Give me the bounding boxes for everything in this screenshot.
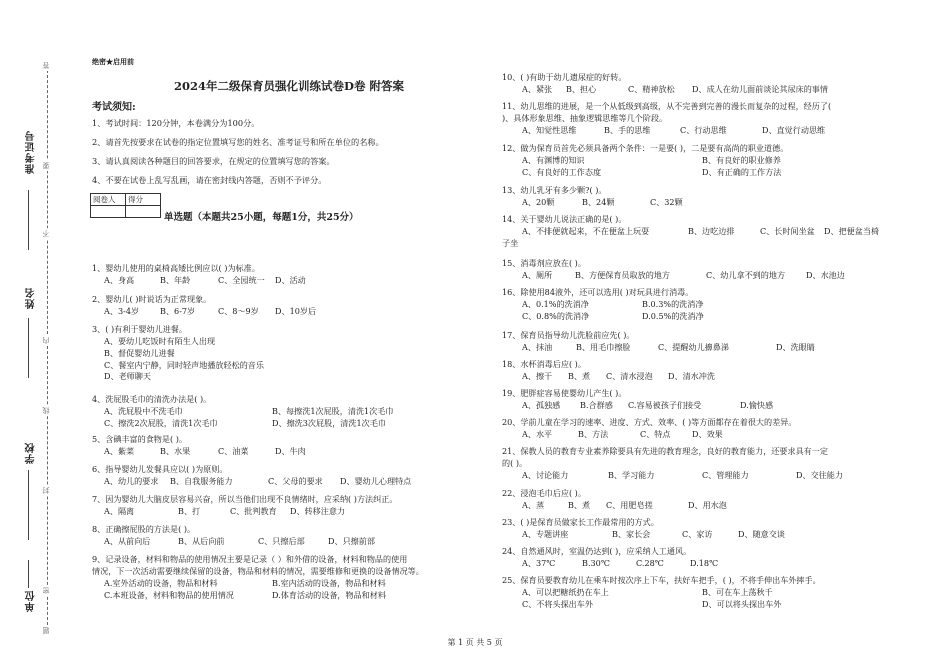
question-text: 23、( )是保育员做家长工作最常用的方式。 xyxy=(502,517,659,527)
answer-option[interactable]: A、不排便就起来，不在便盆上玩耍 xyxy=(522,226,650,236)
question-text: 20、学前儿童在学习的速率、进度、方式、效率、( )等方面都存在着很大的差异。 xyxy=(502,417,797,427)
question-text: 4、洗屁股毛巾的清洗办法是( )。 xyxy=(92,394,212,404)
answer-option[interactable]: C、8～9岁 xyxy=(218,306,259,316)
answer-option[interactable]: D、10岁后 xyxy=(275,306,317,316)
question-text: 17、保育员指导幼儿洗脸前应先( )。 xyxy=(502,330,635,340)
question-text: 的( )。 xyxy=(502,458,528,468)
answer-option[interactable]: C、提醒幼儿擤鼻涕 xyxy=(658,342,729,352)
answer-option[interactable]: D、洗眼睛 xyxy=(776,342,815,352)
notice-item: 3、请认真阅读各种题目的回答要求，在规定的位置填写您的答案。 xyxy=(92,156,335,166)
answer-option[interactable]: B、打 xyxy=(178,506,201,516)
answer-option[interactable]: D、成人在幼儿面前谈论其尿床的事情 xyxy=(692,84,828,94)
answer-option[interactable]: D、只擦前部 xyxy=(328,536,375,546)
answer-option[interactable]: A、厕所 xyxy=(522,270,553,280)
answer-option[interactable]: B、煮 xyxy=(568,500,591,510)
question-text: 13、幼儿乳牙有多少颗?( )。 xyxy=(502,185,607,195)
score-cell: 得分 xyxy=(126,194,161,206)
answer-option[interactable]: C.容易被孩子们接受 xyxy=(628,400,702,410)
answer-option[interactable]: B、从后向前 xyxy=(178,536,225,546)
answer-option[interactable]: A、3-4岁 xyxy=(104,306,140,316)
answer-option[interactable]: D、婴幼儿心理特点 xyxy=(340,476,412,486)
answer-option[interactable]: A、20颗 xyxy=(522,197,555,207)
question-text: 11、幼儿思维的进展，是一个从低级到高级，从不完善到完善的漫长而复杂的过程，经历了( xyxy=(502,101,832,111)
answer-option[interactable]: D、活动 xyxy=(275,275,306,285)
answer-option[interactable]: A、蒸 xyxy=(522,500,545,510)
notice-item: 1、考试时间：120分钟，本卷满分为100分。 xyxy=(92,118,260,128)
answer-option[interactable]: A、擦干 xyxy=(522,371,553,381)
school-label: 学校 xyxy=(26,442,37,464)
page-title: 2024年二级保育员强化训练试卷D卷 附答案 xyxy=(174,79,404,93)
answer-option[interactable]: D、随意交谈 xyxy=(738,529,785,539)
bind-mark: 密 xyxy=(42,587,50,594)
answer-option[interactable]: C、精神放松 xyxy=(628,84,675,94)
question-text: 9、记录设备，材料和物品的使用情况主要是记录（ ）和外借的设备，材料和物品的使用 xyxy=(92,554,408,564)
answer-option[interactable]: C、长时间坐盆 xyxy=(760,226,815,236)
answer-option[interactable]: A、幼儿的要求 xyxy=(104,476,159,486)
answer-option[interactable]: C、幼儿拿不到的地方 xyxy=(706,270,786,280)
confidential-mark: 绝密★启用前 xyxy=(92,57,134,66)
answer-option[interactable]: D、有正确的工作方法 xyxy=(702,166,782,177)
question-text: 3、( )有利于婴幼儿进餐。 xyxy=(92,324,187,334)
answer-option[interactable]: D、清水冲洗 xyxy=(668,371,715,381)
question-text: 19、肥胖症容易使婴幼儿产生( )。 xyxy=(502,388,627,398)
answer-option[interactable]: B、可在车上荡秋千 xyxy=(702,587,773,597)
bind-mark: 线 xyxy=(42,407,50,414)
question-text: 18、水杯消毒后应( )。 xyxy=(502,359,586,369)
answer-option[interactable]: B、手的思维 xyxy=(604,125,651,135)
answer-option[interactable]: A、要幼儿吃饭时有陌生人出现 xyxy=(104,336,216,346)
binding-strip xyxy=(0,0,62,671)
question-text: 16、除使用84液外，还可以选用( )对玩具进行消毒。 xyxy=(502,287,694,297)
answer-option[interactable]: B、煮 xyxy=(568,371,591,381)
seal-dashed-line xyxy=(47,60,48,635)
bind-mark: 题 xyxy=(42,627,50,634)
answer-option[interactable]: C.本班设备，材料和物品的使用情况 xyxy=(104,589,234,600)
unit-line xyxy=(28,560,29,588)
answer-option[interactable]: C、清水浸泡 xyxy=(606,371,653,381)
question-text: )、具体形象思维、抽象逻辑思维等几个阶段。 xyxy=(502,113,668,123)
page-number: 第 1 页 共 5 页 xyxy=(447,638,503,647)
answer-option[interactable]: A、可以把糖纸扔在车上 xyxy=(522,587,609,597)
question-text: 12、做为保育员首先必须具备两个条件：一是要( )，二是要有高尚的职业道德。 xyxy=(502,143,789,153)
answer-option[interactable]: D.愉快感 xyxy=(740,400,774,410)
answer-option[interactable]: C、父母的要求 xyxy=(268,476,323,486)
answer-option[interactable]: D、牛肉 xyxy=(275,446,306,456)
unit-label: 单位 xyxy=(26,590,37,612)
answer-option[interactable]: C、餐室内宁静，同时轻声地播放轻松的音乐 xyxy=(104,359,264,370)
answer-option[interactable]: C、用肥皂搓 xyxy=(606,500,653,510)
answer-option[interactable]: C、擦洗2次屁股，清洗1次毛巾 xyxy=(104,417,218,428)
notice-item: 2、请首先按要求在试卷的指定位置填写您的姓名、准考证号和所在单位的名称。 xyxy=(92,137,384,147)
grader-cell: 阅卷人 xyxy=(91,194,126,206)
answer-option[interactable]: C、批判教育 xyxy=(230,506,277,516)
exam-number-label: 准考证号 xyxy=(26,130,37,174)
answer-option[interactable]: A、37℃ xyxy=(522,558,556,568)
answer-option[interactable]: C、32颗 xyxy=(650,197,683,207)
answer-option[interactable]: C、不将头探出车外 xyxy=(522,598,593,609)
answer-option[interactable]: C、0.8%的洗消净 xyxy=(522,310,590,321)
answer-option[interactable]: B、用毛巾擦脸 xyxy=(576,342,631,352)
answer-option[interactable]: A、0.1%的洗消净 xyxy=(522,299,589,309)
answer-option[interactable]: B、有良好的职业修养 xyxy=(702,155,781,165)
answer-option[interactable]: B、担心 xyxy=(566,84,597,94)
answer-option[interactable]: C、有良好的工作态度 xyxy=(522,166,602,177)
answer-option[interactable]: C、家访 xyxy=(682,529,713,539)
answer-option[interactable]: A、紧张 xyxy=(522,84,553,94)
question-text: 5、含碘丰富的食物是( )。 xyxy=(92,434,187,444)
bind-mark: 答 xyxy=(42,62,50,69)
answer-option[interactable]: D.体育活动的设备，物品和材料 xyxy=(272,589,386,600)
bind-mark: 封 xyxy=(42,487,50,494)
answer-option[interactable]: A、紫菜 xyxy=(104,446,135,456)
question-text: 6、指导婴幼儿发餐具应以( )为原则。 xyxy=(92,464,228,474)
grader-input-cell[interactable] xyxy=(91,206,126,218)
section-heading: 单选题（本题共25小题，每题1分，共25分） xyxy=(164,212,359,223)
answer-option[interactable]: B.30℃ xyxy=(582,558,610,568)
question-text: 7、因为婴幼儿大脑皮层容易兴奋，所以当他们出现不良情绪时，应采纳( )方法纠正。 xyxy=(92,494,398,504)
bind-mark: 不 xyxy=(42,230,50,237)
answer-option[interactable]: C、特点 xyxy=(640,429,671,439)
question-text: 25、保育员要教育幼儿在乘车时按次序上下车，扶好车把手，( )，不将手伸出车外摔手。 xyxy=(502,575,821,585)
answer-option[interactable]: B、年龄 xyxy=(160,275,191,285)
answer-option[interactable]: D、水池边 xyxy=(806,270,845,280)
bind-mark: 要 xyxy=(42,162,50,169)
answer-option[interactable]: A、讨论能力 xyxy=(522,470,569,480)
answer-option[interactable]: A、孤独感 xyxy=(522,400,561,410)
answer-option[interactable]: D.0.5%的洗消净 xyxy=(642,310,704,321)
name-label: 姓名 xyxy=(26,287,37,309)
answer-option[interactable]: D、把便盆当椅 xyxy=(824,226,880,236)
answer-option[interactable]: A、知觉性思维 xyxy=(522,125,577,135)
answer-option[interactable]: C、行动思维 xyxy=(680,125,727,135)
question-text: 1、婴幼儿使用的桌椅高矮比例应以( )为标准。 xyxy=(92,263,260,273)
question-text: 24、自然通风时，室温仍达到( )，应采纳人工通风。 xyxy=(502,546,692,556)
question-text: 15、消毒剂应放在( )。 xyxy=(502,258,586,268)
answer-option[interactable]: B、家长会 xyxy=(612,529,651,539)
answer-option[interactable]: D、直觉行动思维 xyxy=(762,125,826,135)
answer-option[interactable]: C、全园统一 xyxy=(218,275,265,285)
notice-title: 考试须知: xyxy=(92,102,136,113)
answer-option[interactable]: B、水果 xyxy=(160,446,191,456)
answer-option[interactable]: A.室外活动的设备，物品和材料 xyxy=(104,578,218,588)
answer-option[interactable]: C.28℃ xyxy=(636,558,664,568)
question-text: 21、保教人员的教育专业素养除要具有先进的教育理念，良好的教育能力，还要求具有一定 xyxy=(502,446,828,456)
answer-option[interactable]: C、管理能力 xyxy=(702,470,749,480)
answer-option[interactable]: A、抹油 xyxy=(522,342,553,352)
answer-option[interactable]: B、自我服务能力 xyxy=(170,476,233,486)
answer-option[interactable]: A、水平 xyxy=(522,429,553,439)
answer-option[interactable]: D、转移注意力 xyxy=(290,506,346,516)
answer-option[interactable]: D、交往能力 xyxy=(796,470,843,480)
answer-option[interactable]: A、洗屁股中不洗毛巾 xyxy=(104,406,183,416)
answer-option[interactable]: B、学习能力 xyxy=(608,470,655,480)
answer-option[interactable]: D、效果 xyxy=(692,429,723,439)
question-text: 14、关于婴幼儿说法正确的是( )。 xyxy=(502,214,627,224)
answer-option[interactable]: B、督促婴幼儿进餐 xyxy=(104,347,175,358)
answer-option[interactable]: B、24颗 xyxy=(582,197,615,207)
answer-option[interactable]: D、擦洗3次屁股，清洗1次毛巾 xyxy=(272,417,386,428)
answer-option[interactable]: A、专题讲座 xyxy=(522,529,569,539)
answer-option[interactable]: B、方便保育员取放的地方 xyxy=(575,270,670,280)
answer-option[interactable]: A、从前向后 xyxy=(104,536,151,546)
school-line xyxy=(28,470,29,540)
answer-option[interactable]: B.0.3%的洗消净 xyxy=(642,299,704,309)
score-input-cell[interactable] xyxy=(126,206,161,218)
answer-option[interactable]: C、油菜 xyxy=(218,446,249,456)
name-line xyxy=(28,318,29,378)
exam-number-line xyxy=(28,190,29,250)
notice-item: 4、不要在试卷上乱写乱画，请在密封线内答题，否则不予评分。 xyxy=(92,175,327,185)
bind-mark: 内 xyxy=(42,337,50,344)
answer-option[interactable]: A、有渊博的知识 xyxy=(522,155,585,165)
answer-option[interactable]: D、老师聊天 xyxy=(104,371,151,382)
answer-option[interactable]: D、用水泡 xyxy=(688,500,727,510)
answer-option[interactable]: D.18℃ xyxy=(690,558,719,568)
answer-option[interactable]: B、每擦洗1次屁股，清洗1次毛巾 xyxy=(272,406,394,416)
score-table xyxy=(90,193,161,218)
answer-option[interactable]: C、只擦后部 xyxy=(258,536,305,546)
answer-option[interactable]: A、隔离 xyxy=(104,506,135,516)
answer-option[interactable]: B.室内活动的设备，物品和材料 xyxy=(272,578,386,588)
question-text: 情况，下一次活动需要继续保留的设备，物品和材料的情况，需要维修和更换的设备情况等。 xyxy=(92,566,424,576)
answer-option[interactable]: B、6-7岁 xyxy=(160,306,196,316)
answer-option[interactable]: A、身高 xyxy=(104,275,135,285)
question-text: 10、( )有助于幼儿遗尿症的好转。 xyxy=(502,72,627,82)
answer-option[interactable]: D、可以将头探出车外 xyxy=(702,598,782,609)
answer-option[interactable]: B、边吃边排 xyxy=(688,226,735,236)
answer-option[interactable]: B、方法 xyxy=(578,429,609,439)
question-text: 22、浸泡毛巾后应( )。 xyxy=(502,488,586,498)
answer-option[interactable]: 子坐 xyxy=(502,237,519,248)
answer-option[interactable]: B.合群感 xyxy=(580,400,613,410)
question-text: 2、婴幼儿( )时说话为正常现象。 xyxy=(92,294,212,304)
question-text: 8、正确擦屁股的方法是( )。 xyxy=(92,524,196,534)
